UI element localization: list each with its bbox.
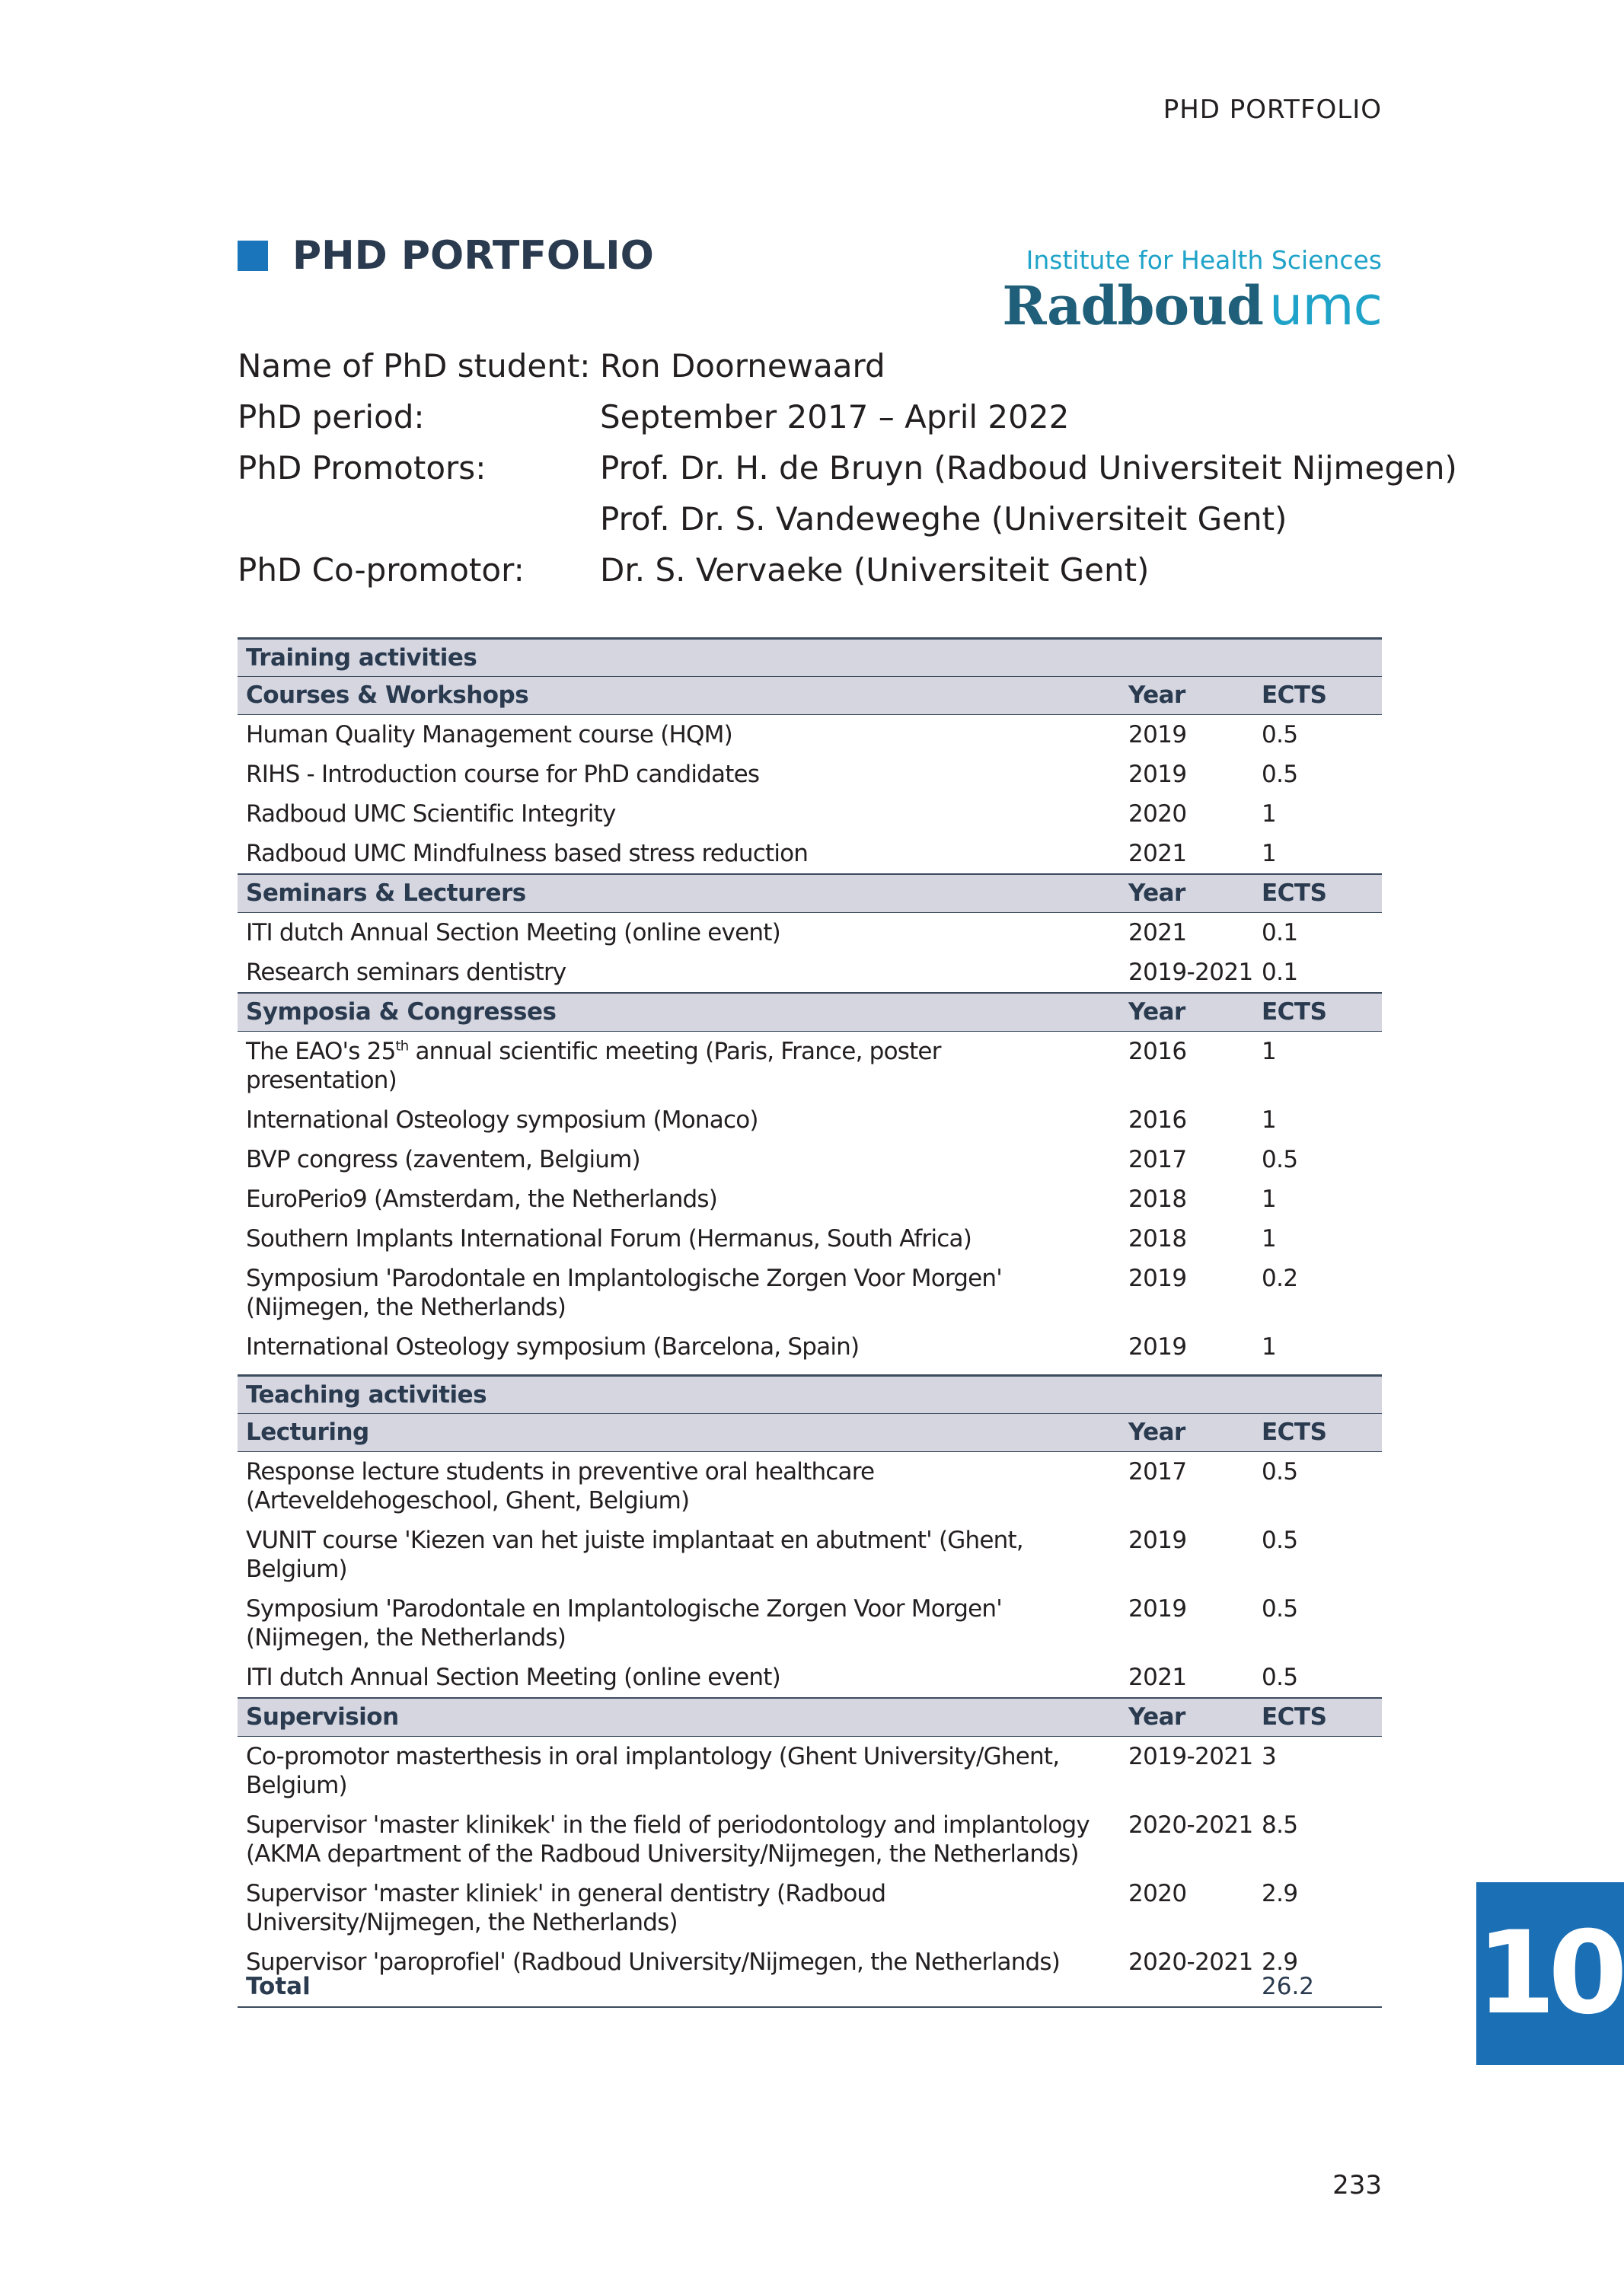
info-value: Ron Doornewaard xyxy=(600,347,885,385)
table-row xyxy=(238,834,1382,873)
info-label: PhD Promotors: xyxy=(238,449,487,487)
page-title-text: PHD PORTFOLIO xyxy=(292,233,654,279)
activity-cell: BVP congress (zaventem, Belgium) xyxy=(246,1146,640,1173)
chapter-tab: 10 xyxy=(1476,1882,1624,2065)
info-row-copromotor xyxy=(238,544,1457,595)
activity-cell: International Osteology symposium (Monaco) xyxy=(246,1106,758,1134)
table-row xyxy=(238,715,1382,755)
year-cell: 2019 xyxy=(1128,761,1187,788)
activity-cell: Response lecture students in preventive oral healthcare (Arteveldehogeschool, Ghent, Belgium) xyxy=(246,1458,875,1514)
ects-cell: 3 xyxy=(1262,1743,1277,1770)
activity-cell: Radboud UMC Scientific Integrity xyxy=(246,800,616,828)
subsection-heading xyxy=(238,873,1382,913)
year-cell: 2020-2021 xyxy=(1128,1948,1253,1976)
logo-brand-name: Radboud xyxy=(1002,274,1263,337)
year-cell: 2018 xyxy=(1128,1225,1187,1253)
table-row xyxy=(238,1452,1382,1521)
table-row xyxy=(238,794,1382,834)
activity-cell: Supervisor 'master kliniek' in general dentistry (Radboud University/Nijmegen, the Netherlands) xyxy=(246,1880,886,1936)
column-header: ECTS xyxy=(1262,1419,1327,1446)
year-cell: 2019 xyxy=(1128,721,1187,748)
total-label: Total xyxy=(246,1973,311,2000)
ects-cell: 0.5 xyxy=(1262,1458,1298,1486)
activity-cell xyxy=(238,1037,1128,1095)
activity-cell: Symposium 'Parodontale en Implantologische Zorgen Voor Morgen' (Nijmegen, the Netherlands) xyxy=(246,1595,1002,1652)
table-row xyxy=(238,1658,1382,1697)
year-cell: 2017 xyxy=(1128,1146,1187,1173)
activity-cell: Symposium 'Parodontale en Implantologische Zorgen Voor Morgen' (Nijmegen, the Netherlands) xyxy=(246,1265,1002,1321)
ects-cell: 1 xyxy=(1262,1225,1277,1253)
year-cell: 2018 xyxy=(1128,1186,1187,1213)
ects-cell: 1 xyxy=(1262,800,1277,828)
year-cell: 2019 xyxy=(1128,1265,1187,1292)
table-row xyxy=(238,1589,1382,1658)
table-row xyxy=(238,1179,1382,1219)
year-cell: 2021 xyxy=(1128,1664,1187,1691)
ects-cell: 0.5 xyxy=(1262,1595,1298,1623)
radboudumc-logo xyxy=(1002,245,1382,337)
logo-institute: Institute for Health Sciences xyxy=(1026,245,1382,275)
activity-text: The EAO's 25 xyxy=(246,1038,396,1065)
info-row-period xyxy=(238,391,1457,442)
column-header: Lecturing xyxy=(246,1419,369,1446)
activity-text: annual scientific meeting (Paris, France, poster presentation) xyxy=(246,1038,941,1094)
table-row xyxy=(238,1521,1382,1589)
logo-brand xyxy=(1002,276,1382,337)
ects-cell: 8.5 xyxy=(1262,1811,1298,1839)
ects-cell: 0.5 xyxy=(1262,1527,1298,1554)
ects-cell: 2.9 xyxy=(1262,1948,1298,1976)
logo-brand-suffix: umc xyxy=(1268,275,1382,337)
year-cell: 2019-2021 xyxy=(1128,959,1253,986)
teaching-activities-table xyxy=(238,1374,1382,1982)
info-value: Prof. Dr. S. Vandeweghe (Universiteit Gent) xyxy=(600,500,1287,538)
year-cell: 2021 xyxy=(1128,840,1187,867)
training-activities-table xyxy=(238,637,1382,1367)
column-header: Year xyxy=(1128,1419,1185,1446)
activity-cell: ITI dutch Annual Section Meeting (online event) xyxy=(246,919,780,946)
info-label: PhD Co-promotor: xyxy=(238,551,525,589)
table-row xyxy=(238,755,1382,794)
ects-cell: 1 xyxy=(1262,1038,1277,1065)
year-cell: 2019 xyxy=(1128,1333,1187,1361)
ects-cell: 1 xyxy=(1262,1106,1277,1134)
column-header: Year xyxy=(1128,681,1185,709)
activity-cell: Co-promotor masterthesis in oral implantology (Ghent University/Ghent, Belgium) xyxy=(246,1743,1060,1799)
activity-cell: RIHS - Introduction course for PhD candidates xyxy=(246,761,760,788)
table-row xyxy=(238,953,1382,992)
column-header: Seminars & Lecturers xyxy=(246,879,526,907)
ects-cell: 0.5 xyxy=(1262,721,1298,748)
subsection-heading xyxy=(238,1414,1382,1452)
info-value: September 2017 – April 2022 xyxy=(600,398,1070,436)
section-heading: Teaching activities xyxy=(238,1374,1382,1414)
column-header: Year xyxy=(1128,998,1185,1026)
running-head: PHD PORTFOLIO xyxy=(1163,94,1382,125)
info-row-promotors xyxy=(238,442,1457,544)
info-row-student xyxy=(238,340,1457,391)
total-row xyxy=(238,1970,1382,2008)
ects-cell: 0.1 xyxy=(1262,959,1298,986)
activity-cell: Southern Implants International Forum (Hermanus, South Africa) xyxy=(246,1225,972,1253)
table-row xyxy=(238,1327,1382,1367)
column-header: Supervision xyxy=(246,1703,399,1731)
table-row xyxy=(238,1140,1382,1179)
ects-cell: 0.5 xyxy=(1262,1664,1298,1691)
table-row xyxy=(238,1737,1382,1805)
ects-cell: 1 xyxy=(1262,840,1277,867)
activity-cell: Supervisor 'master klinikek' in the field of periodontology and implantology (AKMA department of the Radboud University/Nijmegen, the Netherlands) xyxy=(246,1811,1090,1868)
year-cell: 2016 xyxy=(1128,1106,1187,1134)
table-row xyxy=(238,1805,1382,1874)
column-header: ECTS xyxy=(1262,1703,1327,1731)
activity-cell: International Osteology symposium (Barcelona, Spain) xyxy=(246,1333,860,1361)
year-cell: 2020 xyxy=(1128,800,1187,828)
table-row xyxy=(238,1032,1382,1100)
column-header: Symposia & Congresses xyxy=(246,998,557,1026)
ects-cell: 0.5 xyxy=(1262,1146,1298,1173)
year-cell: 2021 xyxy=(1128,919,1187,946)
info-value: Prof. Dr. H. de Bruyn (Radboud Universiteit Nijmegen) xyxy=(600,449,1457,487)
info-label: Name of PhD student: xyxy=(238,347,591,385)
ects-cell: 0.1 xyxy=(1262,919,1298,946)
year-cell: 2016 xyxy=(1128,1038,1187,1065)
table-row xyxy=(238,913,1382,953)
student-info xyxy=(238,340,1457,595)
ects-cell: 1 xyxy=(1262,1333,1277,1361)
section-heading: Training activities xyxy=(238,637,1382,677)
info-value: Dr. S. Vervaeke (Universiteit Gent) xyxy=(600,551,1150,589)
year-cell: 2019 xyxy=(1128,1527,1187,1554)
column-header: ECTS xyxy=(1262,879,1327,907)
column-header: Year xyxy=(1128,879,1185,907)
column-header: ECTS xyxy=(1262,998,1327,1026)
column-header: ECTS xyxy=(1262,681,1327,709)
total-value: 26.2 xyxy=(1262,1973,1315,2000)
activity-cell: VUNIT course 'Kiezen van het juiste implantaat en abutment' (Ghent, Belgium) xyxy=(246,1527,1023,1583)
subsection-heading xyxy=(238,1697,1382,1737)
activity-cell: ITI dutch Annual Section Meeting (online event) xyxy=(246,1664,780,1691)
ects-cell: 0.2 xyxy=(1262,1265,1298,1292)
activity-cell: Supervisor 'paroprofiel' (Radboud University/Nijmegen, the Netherlands) xyxy=(246,1948,1061,1976)
page-title xyxy=(238,233,654,279)
year-cell: 2019 xyxy=(1128,1595,1187,1623)
ects-cell: 0.5 xyxy=(1262,761,1298,788)
year-cell: 2020 xyxy=(1128,1880,1187,1907)
table-row xyxy=(238,1100,1382,1140)
ordinal-suffix: th xyxy=(395,1038,409,1055)
column-header: Courses & Workshops xyxy=(246,681,529,709)
title-square-icon xyxy=(238,241,268,271)
year-cell: 2020-2021 xyxy=(1128,1811,1253,1839)
year-cell: 2017 xyxy=(1128,1458,1187,1486)
activity-cell: Research seminars dentistry xyxy=(246,959,566,986)
column-header: Year xyxy=(1128,1703,1185,1731)
info-label: PhD period: xyxy=(238,398,425,436)
year-cell: 2019-2021 xyxy=(1128,1743,1253,1770)
subsection-heading xyxy=(238,677,1382,715)
table-row xyxy=(238,1259,1382,1327)
activity-cell: Human Quality Management course (HQM) xyxy=(246,721,732,748)
page-number: 233 xyxy=(1332,2170,1382,2200)
activity-cell: Radboud UMC Mindfulness based stress reduction xyxy=(246,840,809,867)
table-row xyxy=(238,1874,1382,1942)
subsection-heading xyxy=(238,992,1382,1032)
table-row xyxy=(238,1219,1382,1259)
ects-cell: 2.9 xyxy=(1262,1880,1298,1907)
ects-cell: 1 xyxy=(1262,1186,1277,1213)
activity-cell: EuroPerio9 (Amsterdam, the Netherlands) xyxy=(246,1186,718,1213)
